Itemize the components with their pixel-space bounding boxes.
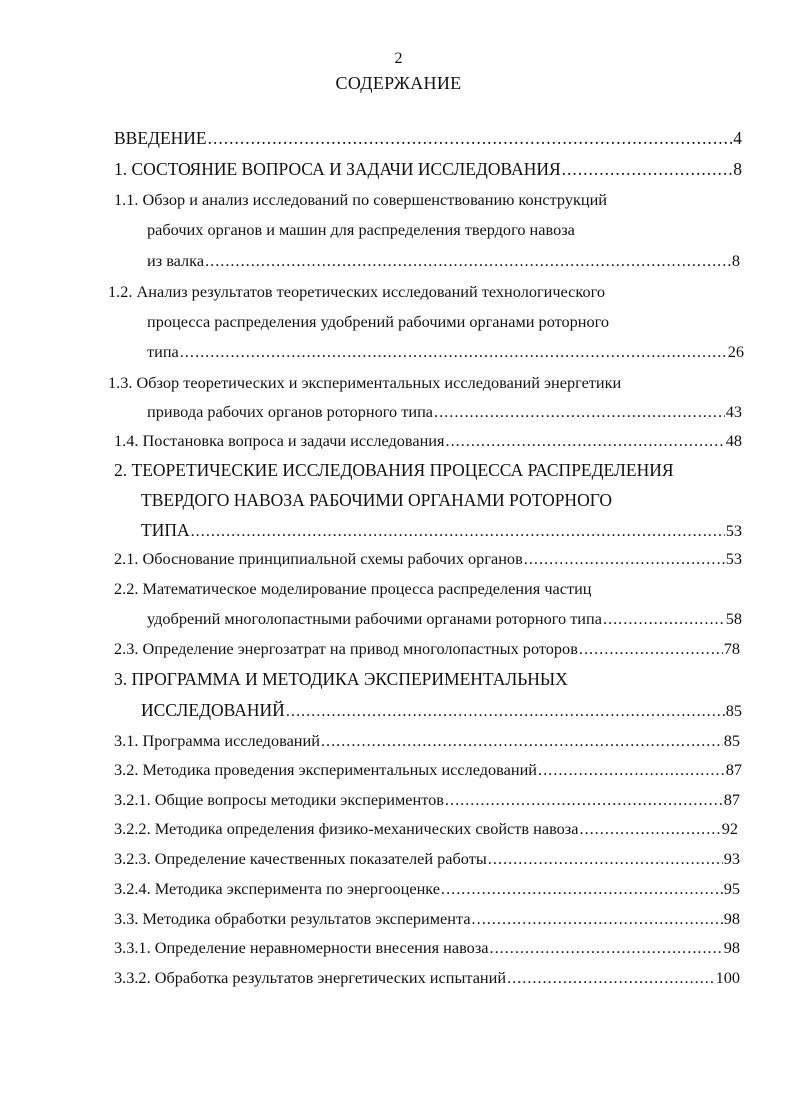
toc-entry-chapter-2-line1 <box>114 459 674 481</box>
toc-page-number: 87 <box>723 790 740 809</box>
leader-dots <box>524 548 725 570</box>
toc-entry-2-1 <box>114 548 742 570</box>
toc-entry-text: 1.2. Анализ результатов теоретических исследований технологического <box>108 282 606 301</box>
leader-dots <box>507 967 715 989</box>
toc-page-number: 92 <box>721 819 738 838</box>
toc-entry-1-1-line2 <box>147 219 575 241</box>
toc-entry-text: 1.3. Обзор теоретических и экспериментальных исследований энергетики <box>108 373 622 392</box>
toc-entry-text: 2. ТЕОРЕТИЧЕСКИЕ ИССЛЕДОВАНИЯ ПРОЦЕССА РАСПРЕДЕЛЕНИЯ <box>114 460 674 480</box>
toc-page-number: 100 <box>715 968 740 987</box>
leader-dots <box>286 700 725 722</box>
toc-entry-text: 1.4. Постановка вопроса и задачи исследования <box>114 431 445 450</box>
toc-entry-text: 3.2. Методика проведения экспериментальных исследований <box>114 760 538 779</box>
toc-entry-text: из валка <box>147 251 205 270</box>
toc-entry-3-3-2 <box>114 967 740 989</box>
toc-page-number: 26 <box>727 342 744 361</box>
leader-dots <box>191 520 725 542</box>
toc-entry-text: 3.3.1. Определение неравномерности внесения навоза <box>114 938 489 957</box>
toc-entry-text: 1. СОСТОЯНИЕ ВОПРОСА И ЗАДАЧИ ИССЛЕДОВАНИЯ <box>114 159 561 179</box>
toc-entry-2-2-line2 <box>147 608 742 630</box>
toc-page-number: 53 <box>725 549 742 568</box>
toc-entry-text: 3.2.4. Методика эксперимента по энергооценке <box>114 879 441 898</box>
toc-entry-3-3-1 <box>114 937 740 959</box>
toc-entry-text: 3.2.1. Общие вопросы методики экспериментов <box>114 790 444 809</box>
toc-entry-text: 3.2.2. Методика определения физико-механических свойств навоза <box>114 819 579 838</box>
toc-entry-chapter-3-line2 <box>141 699 742 722</box>
toc-entry-1-3-line1 <box>108 372 621 394</box>
toc-entry-text: ТИПА <box>141 520 190 540</box>
toc-entry-2-3 <box>114 638 740 660</box>
toc-entry-text: ВВЕДЕНИЕ <box>114 128 207 148</box>
toc-page-number: 53 <box>725 521 742 540</box>
toc-page-number: 98 <box>723 938 740 957</box>
toc-entry-1-1-line1 <box>114 189 607 211</box>
page-title: СОДЕРЖАНИЕ <box>335 73 462 93</box>
toc-entry-2-2-line1 <box>114 578 592 600</box>
toc-entry-chapter-3-line1 <box>114 668 568 690</box>
toc-page-number: 48 <box>725 431 742 450</box>
toc-entry-text: 2.1. Обоснование принципиальной схемы рабочих органов <box>114 549 523 568</box>
toc-entry-introduction <box>114 127 742 149</box>
toc-page-number: 85 <box>725 701 742 720</box>
toc-entry-text: 1.1. Обзор и анализ исследований по совершенствованию конструкций <box>114 190 608 209</box>
toc-page-number: 8 <box>733 159 742 179</box>
toc-entry-1-1-line3 <box>147 250 740 272</box>
leader-dots <box>205 250 731 272</box>
leader-dots <box>446 430 725 452</box>
toc-page-number: 85 <box>723 731 740 750</box>
toc-page-number: 58 <box>725 609 742 628</box>
leader-dots <box>579 818 720 840</box>
leader-dots <box>445 789 723 811</box>
toc-entry-chapter-2-line2 <box>141 489 612 511</box>
leader-dots <box>321 730 723 752</box>
toc-entry-3-2-4 <box>114 878 740 900</box>
toc-entry-text: 2.2. Математическое моделирование процесса распределения частиц <box>114 579 592 598</box>
toc-entry-text: удобрений многолопастными рабочими органами роторного типа <box>147 609 602 628</box>
leader-dots <box>579 638 723 660</box>
toc-entry-text: привода рабочих органов роторного типа <box>147 402 434 421</box>
toc-entry-text: рабочих органов и машин для распределения твердого навоза <box>147 220 575 239</box>
toc-entry-chapter-2-line3 <box>141 519 742 542</box>
leader-dots <box>208 127 733 149</box>
leader-dots <box>472 908 723 930</box>
toc-entry-1-2-line3 <box>147 341 744 363</box>
leader-dots <box>490 937 723 959</box>
toc-entry-text: 2.3. Определение энергозатрат на привод многолопастных роторов <box>114 639 578 658</box>
toc-page-number: 98 <box>723 909 740 928</box>
toc-page-number: 93 <box>723 849 740 868</box>
leader-dots <box>180 341 727 363</box>
page-number: 2 <box>394 50 403 67</box>
toc-entry-3-2 <box>114 759 742 781</box>
toc-entry-text: 3. ПРОГРАММА И МЕТОДИКА ЭКСПЕРИМЕНТАЛЬНЫХ <box>114 669 568 689</box>
toc-page-number: 4 <box>733 128 742 148</box>
leader-dots <box>488 848 723 870</box>
toc-entry-text: процесса распределения удобрений рабочими органами роторного <box>147 312 610 331</box>
leader-dots <box>434 401 725 423</box>
toc-entry-text: ТВЕРДОГО НАВОЗА РАБОЧИМИ ОРГАНАМИ РОТОРНОГО <box>141 490 613 510</box>
toc-page-number: 95 <box>723 879 740 898</box>
leader-dots <box>562 158 733 180</box>
toc-entry-3-2-2 <box>114 818 738 840</box>
toc-entry-text: 3.2.3. Определение качественных показателей работы <box>114 849 487 868</box>
toc-entry-3-2-1 <box>114 789 740 811</box>
toc-entry-text: типа <box>147 342 179 361</box>
toc-entry-3-2-3 <box>114 848 740 870</box>
toc-page-number: 78 <box>723 639 740 658</box>
toc-entry-text: ИССЛЕДОВАНИЙ <box>141 700 285 720</box>
leader-dots <box>603 608 725 630</box>
toc-entry-chapter-1 <box>114 158 742 180</box>
toc-entry-3-1 <box>114 730 740 752</box>
toc-entry-text: 3.1. Программа исследований <box>114 731 320 750</box>
toc-page-number: 87 <box>725 760 742 779</box>
toc-entry-3-3 <box>114 908 740 930</box>
toc-entry-1-2-line1 <box>108 281 605 303</box>
leader-dots <box>441 878 723 900</box>
toc-entry-1-2-line2 <box>147 311 609 333</box>
toc-entry-1-3-line2 <box>147 401 742 423</box>
toc-page-number: 43 <box>725 402 742 421</box>
leader-dots <box>538 759 725 781</box>
toc-entry-text: 3.3. Методика обработки результатов эксперимента <box>114 909 471 928</box>
toc-entry-1-4 <box>114 430 742 452</box>
toc-page-number: 8 <box>731 251 740 270</box>
toc-entry-text: 3.3.2. Обработка результатов энергетических испытаний <box>114 968 507 987</box>
